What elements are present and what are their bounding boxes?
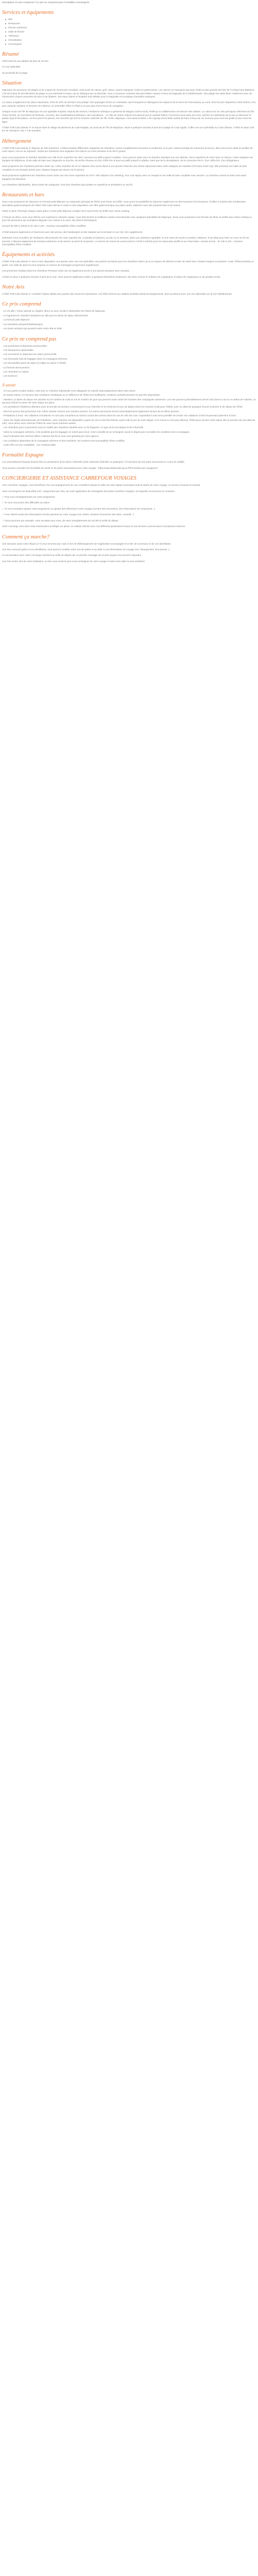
list-item: - Seul l'indication des services listés ci-dessus fait foi et vous sont garantis par notre agence. [2, 435, 100, 438]
section-heading: Formalité Espagne [2, 452, 44, 459]
section-heading: Ce prix comprend [2, 301, 41, 308]
paragraph: La conversation avec votre concierge s'activera la veille du départ par un premier message de sa part auquel vous pourrez répondre. [2, 554, 142, 557]
section-heading: Notre Avis [2, 284, 25, 291]
section-heading: Hébergement [2, 138, 31, 144]
list-item: - Prestations à bord : les collations et boissons ne sont pas comprises au service à bord des avions dans les cas de vols low cost. Cependant il vous sera possible de choisir vos collations à bord moyennant paiement à bord. [2, 414, 236, 417]
paragraph: Nous vous proposons de séjourner en formule petit déjeuner au restaurant principal de l'hôtel sous forme de buffet. Vous aurez la possibilité de séjourner également en demi-pension hors boissons. Profitez à volonté des nombreuses spécialités gastronomiques de l'hôtel THB Cala Lliteras 4* mets à votre disposition une offre gastronomique aux plats variés, élaborée avec des produits frais et de saison. [2, 200, 246, 207]
list-item: Conciergerie [8, 43, 256, 46]
list-item: - Les taxes aéroport qui peuvent varier entre 30€ et 200€ [2, 327, 62, 330]
section-heading: Comment ça marche? [2, 534, 50, 540]
list-item: - Dès lors qu'une des personnes d'un même dossier réserve une certaine pension, les autres personnes seront automatiquement également tenues de la même pension. [2, 410, 180, 413]
paragraph: Majorque est synonyme de plages et de criques de renommée mondiale, mais aussi de nature, golf, culture, sports nautiques, loisirs et gastronomie. Les raisons ne manquent pas pour visiter la plus grande des îles de l'Archipel des Baléares. L'île de la plus de 60 kilomètres de plage et une extrémité à l'autre, qui se distingue par sa diversité. Vous y trouverez certaines des plus belles criques et lieux de baignade de la Méditerranée. Des plages de sable blanc s'alternent avec de minuscules criques entourées de pins et de falaises. Ses eaux claires et limpides sont idéales pour la baignade et la pratique d'activités nautiques. [2, 89, 255, 98]
paragraph: Vous pouvez consulter les formalités de santé et de police nécessaires pour votre voyage : https://www.diplomatie.gouv.fr/fr/conseils-aux-voyageurs/ [2, 466, 158, 469]
section-heading: Restaurants et bars [2, 192, 44, 198]
page-tabs-text: Description Ce prix comprend / Ce prix ne comprend pas Formalités Conciergerie [2, 1, 90, 4]
list-item: - Les éventuelles taxes de séjour (à régler sur place à l'hôtel) [2, 362, 66, 365]
list-item: - Selon la compagnie aérienne, il est possible que les bagages ne soient pas inclus. Il est conseillé de se renseigner avant le départ pour connaître les conditions de la compagnie. [2, 430, 190, 433]
list-item: - Les conditions dépendent de la compagnie aérienne et des transferts, les horaires sont susceptibles d'être modifiés. [2, 439, 125, 442]
paragraph: Votre concierge sera alors votre interlocuteur privilégié sur place, en relation directe avec nos différents partenaires locaux et nos services commerciaux et production internes. [2, 525, 186, 528]
paragraph: Sa proximité de la plage [2, 71, 28, 74]
list-item: - Si vous partez tout(e) seul(e), votre prix en chambre individuelle sera obligatoire et calculé automatiquement dans votre devis. [2, 389, 136, 392]
detail-list [2, 389, 256, 443]
section-heading: Services et équipements [2, 10, 54, 16]
paragraph: À l'heure du dîner, nous vous offrons une expérience culinaire unique. Vous découvrirez la meilleure cuisine internationale avec quelques spécialités de Majorque. Nous vous proposons une formule de dîner en buffet avec show cooking et, pour les personnes qui souhaitent déguster une cuisine à la carte, des dîners thématiques. [2, 215, 252, 222]
list-item: Salle de fitness [8, 30, 256, 33]
list-item: - Le vol aller / retour spécial ou régulier, direct ou avec escale à destination de Palma de Majorque [2, 310, 105, 313]
paragraph: ✓ Nous pourrons par exemple, vous accepter pour vous, de votre enregistrement de vol dès la veille du départ [2, 519, 118, 522]
list-item: - Les boissons [2, 375, 18, 378]
list-item: - Les chambres en option [2, 370, 29, 373]
section-heading: À savoir [2, 382, 16, 387]
paragraph: Détendez-vous et profitez de l'ambiance décontractée de notre superbe bar. Cocktails et boissons, au bar ou en terrasse, dans une ambiance agréable, et une carte de snacks et petites collations. Il est idéal pour boire un verre en fin de journée. Il dispose également de terrasse extérieure et de service au bord de la piscine. Le service de snack est ouvert (midi et 17h30 à 22h30) pour les repas plus tardifs et sur réservation. Horaire du bar : de 10h à 24h - Horaires susceptibles d'être modifiés. [2, 236, 249, 246]
paragraph: ✓ Si vous souhaitez ajouter votre programme ou ajouter des éléments à votre voyage (comme des excursions, des réservations de restaurants...) [2, 507, 155, 510]
paragraph: L'hôtel THB Cala Lliteras 4* met à votre disposition une piscine avec une vue splendide, une piscine exclusive pour les chambres Swim Up et un espace de détente et bain de soleil avec chaises longues et parasols. Aussi, l'hôtel possède un jardin, une salle de sport et vous propose un service de massages (moyennant supplément). [2, 260, 254, 266]
list-item: Télévision [8, 35, 256, 38]
list-item: Wifi [8, 18, 256, 21]
list-item: Piscine extérieure [8, 26, 256, 29]
list-item: - Les éventuels frais de bagages selon la compagnie aérienne [2, 357, 68, 360]
list-item: - Les chambres pour 3 personnes sont en réalité des chambres doubles avec un lit d'appoint. Le type de lit est indiqué à titre informatif. [2, 426, 144, 429]
paragraph: L'hôtel se situe à quelques minutes à pied de la mer. Vous pourrez également visiter, à quelques kilomètres seulement, des sites comme le château de Capdepera, le phare de Capdepera ou les grottes d'Artà. [2, 275, 221, 278]
list-item: - En basse saison, en fonction des conditions climatiques ou si l'affluence de l'hôtel est insuffisante, certaines activités peuvent ne pas être disponibles. [2, 394, 160, 397]
list-item: - Les prestations hôtelières débutent avec la formule de pension commençant le jour d'arrivée et se terminent le jour du départ selon les horaires (midi pour l'hôtel), avec un délai de quelques heures d'arrivée et de départ de l'hôtel. [2, 405, 243, 409]
section-heading: Situation [2, 80, 22, 87]
list-item: Restaurant [8, 22, 256, 25]
paragraph: L'hôtel THB Cala Lliteras 4* se trouve dans le village de pêcheurs de Cala Ratjada, au nord-est de l'île de Majorque. Situé à quelques minutes à pied de la plage de Cala Agulla, il offre une vue splendide sur Cala Lliteras. L'hôtel se situe à 80 km de l'aéroport, soit 1 h de transfert. [2, 126, 254, 132]
paragraph: ✓ Pour obtenir aussi des informations d'ordre général sur votre voyage (vol, météo, horaires d'ouverture des sites, conseils...) [2, 513, 134, 516]
paragraph: L'hôtel THB Cala Lliteras 4* constitue l'option idéale pour passer des vacances reposantes. Cet hôtel réservé aux adultes possède plusieurs équipements, dont sa piscine avec une vue splendide sur la mer Méditerranée. [2, 293, 233, 296]
list-item: - Attention, la durée du séjour est calculée sur le nombre de nuits et non le nombre de jours qui peuvent varier selon les horaires des compagnies aériennes. Les vols peuvent potentiellement arriver tard dans la nuit ou en début de matinée, ce qui peut réduire la durée de votre séjour sur place. [2, 398, 256, 404]
section-heading: CONCIERGERIE ET ASSISTANCE CARREFOUR VOYAGES [2, 476, 137, 482]
paragraph: Une fois connecté grâce à vos identifiants, vous pourrez modifier votre mot de passe et accéder à vos informations de voyage (vol, hébergement, documents...). [2, 548, 170, 551]
paragraph: Nous proposons les chambres premium Swim Up. Cette chambre de 23 m² dispose d'un accès direct à une piscine réservée aux clients séjournant dans cette catégorie de chambre (Premium Swim Up). Elle possède une salle de bain complète et une terrasse privée avec chaises longues qui donne sur la piscine. [2, 165, 247, 171]
paragraph: Chaque recoin de l'île de Majorque est une agréable surprise. Depuis des siècles, l'ambiance artistique a parsemé de villages comme Deià, Pollença ou Valldemossa ont fasciné des artistes. La culture est l'un des principaux éléments de l'île. Toute l'année, se succèdent de festivals, concerts, des manifestations littéraires, des expositions... Le rôle de centre culturel est assumé par la capitale Palma. Promenez-vous dans ses rues, admirer la Cathédrale de la Seu et découvrir le palais royal d'Almudaina, comme parmi les pierres, les marchés qui font la richesse culturelle de l'île. Enfin, Majorque, c'est aussi la fiesta. L'île regorge d'une belle variété de bars et lieux de vie nocturne pour tous les goûts et pour tous les âges. [2, 110, 255, 123]
paragraph: Une fois rentré, lors de votre réalisation, un lien vous enverra pour nous renseigner de votre voyage et ainsi nous aider à nous améliorer. [2, 560, 146, 563]
detail-list [2, 310, 256, 330]
paragraph: Une semaine avant votre départ (J-7) vous recevrez par mail, le lien de téléchargement de l'application accompagné d'un lien de connexion et de vos identifiants. [2, 542, 171, 545]
paragraph: L'hôtel THB Cala Lliteras 4* dispose de 208 chambres. L'hôtel possède différentes catégories de chambres, toutes complètement rénovées et modernes, et le parc naturel protégé les entourant (Unesco), elles sont le lieu idéal où profiter de votre séjour, tout en se reposant. Toutes les chambres sont équipées d'un balcon ou d'une terrasse et du Wi-Fi gratuit. [2, 146, 253, 153]
list-item: - Les assurances optionnelles [2, 348, 34, 351]
paragraph: Les personnes résidant dans les chambres Premium Swim Up ont également accès à une piscine privative avec transats. [2, 269, 130, 273]
paragraph: Nous proposons également les chambres Junior Suite vue mer d'une superficie de 37m². Elle dispose d'un dressing, d'un coin séjour avec un canapé et une salle de bain complète avec douche. La chambre comme la suite sont aussi équipées de télévision. [2, 174, 246, 180]
list-item: - Les excursions et dépenses de nature personnelle [2, 353, 57, 356]
list-item: - La formule petit déjeuner [2, 318, 30, 321]
paragraph: Faites le plein d'énergie chaque matin grâce à notre petit déjeuner complet servi sous forme de buffet avec show cooking. [2, 210, 130, 213]
list-item: Climatisation [8, 39, 256, 42]
content [2, 9, 256, 563]
paragraph: ✓ Si vous rencontrez des difficultés sur place [2, 501, 50, 504]
list-item: - Selon les règles internationales de l'hôtellerie, votre chambre est disponible à partir de 14h et doit être libérée avant midi le jour de votre départ. Si le check-in n'est pas effectué, l'hôtel peut annuler votre séjour dès le premier soir (au-delà de 24h). Vous devez donc informer l'hôtel de votre heure d'arrivée tardive. [2, 418, 255, 425]
paragraph: L'hôtel propose également un food truck avec des pizzas, des hamburgers et des salades sur la terrasse et vue mer. (En supplément) [2, 230, 142, 233]
section-heading: Ce prix ne comprend pas [2, 336, 57, 342]
paragraph: La nature a également une place importante. Près de 40% du territoire est protégé. Des paysages riches en contrastes, parmi lesquels se distinguent les espaces de la Serra de Tramuntana, au nord, dont les pics dépassent 1400 mètres, et le parc national maritime et terrestre de Cabrera, un ensemble d'îles et d'îlots à un peu plus d'une heure de navigation. [2, 101, 256, 107]
detail-list [2, 345, 256, 378]
paragraph: ✓ Pour tous renseignements sur votre programme [2, 496, 55, 499]
section-heading: Équipements et activités [2, 252, 55, 258]
paragraph: - Cette offre est non modifiable - non remboursable [2, 444, 56, 447]
paragraph: Votre conciergerie est disponible 24/7, uniquement par chat, via votre application de messagerie sécurisée Carrefour Voyages, sur laquelle vous pouvez le contacter : [2, 489, 176, 493]
paragraph: (Ouvert de 08h à 10h30 et de 19h à 21h - Horaires susceptibles d'être modifiés) [2, 225, 86, 228]
list-item: - Les pourboires et dépenses personnelles [2, 344, 47, 347]
paragraph: Les ressortissants français doivent être en possession d'une pièce d'identité (carte nationale d'identité ou passeport, à l'exclusion de tout autre document) en cours de validité. [2, 461, 185, 464]
list-item: - Les transferts aéroport/hôtel/aéroport [2, 323, 43, 326]
list-item: - La formule demi-pension [2, 366, 30, 369]
list-item: - Le logement en chambre standard vue ville pour la durée du séjour sélectionnée [2, 314, 88, 317]
paragraph: Un vue splendide [2, 65, 21, 69]
services-list [2, 18, 256, 46]
paragraph: Nous vous proposons la chambre standard vue ville d'une superficie de 19m², pouvant accueillir jusqu'à 3 adultes. Vous pourrez opter pour la chambre standard vue mer latérale, d'une superficie de 19m² avec un balcon. Cette catégorie est équipée de téléphone, d'une salle de bain avec baignoire ou douche, de sèche-cheveux et d'un coffre-fort et peut accueillir jusqu'à 3 adultes, ainsi que de la climatisation, de la connexion Wi-Fi, d'un coffre-fort, d'un réfrigérateur. [2, 156, 253, 162]
section-heading: Résumé [2, 52, 19, 58]
paragraph: Avec Carrefour Voyages, vous bénéficiez d'un accompagnement de nos conseillers depuis la veille de votre départ et pendant toute la durée de votre voyage, un service innovant et exclusif. [2, 484, 201, 487]
paragraph: Les chambres individuelles, dans toutes les catégories, sont des chambres plus petites en superficie et possèdent un seul lit. [2, 183, 133, 186]
paragraph: Hôtel réservé aux adultes de plus de 18 ans [2, 60, 49, 63]
